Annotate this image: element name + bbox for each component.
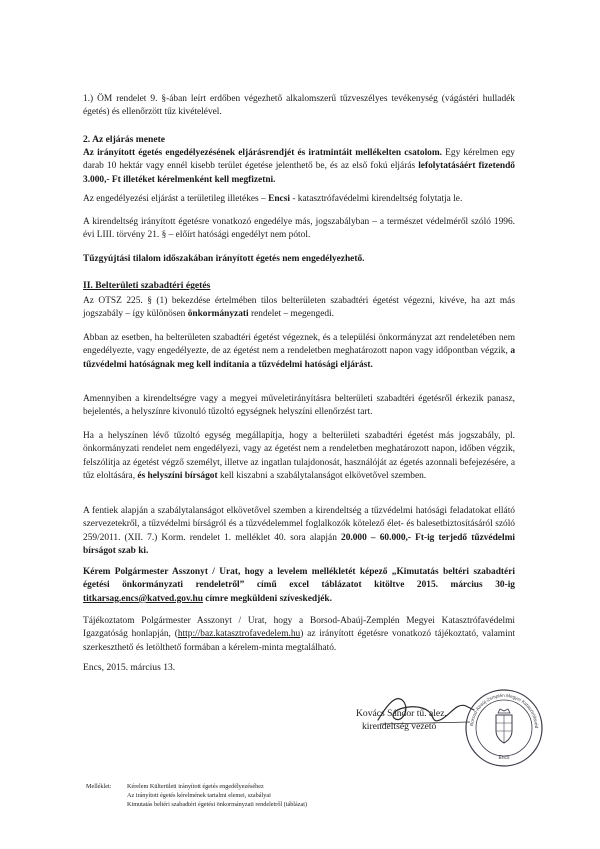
stamp-place: Encs [498, 755, 510, 761]
website-paragraph [83, 615, 515, 655]
signatory-name: Kovács Sándor tű. alez. [356, 708, 447, 719]
authority-name: Encsi [268, 194, 290, 204]
otsz-text-b: rendelet – megengedi. [248, 309, 335, 320]
complaint-paragraph [83, 393, 515, 420]
request-text-a: Kérem Polgármester Asszonyt / Urat, hogy a levelem mellékletét képező „Kimutatás beltéri szabadtéri égetési önkormányzati rendeletről” című excel táblázatot kitöltve 2015. március 30-ig [83, 567, 515, 591]
fine-text: A fentiek alapján a szabálytalanságot elkövetővel szemben a kirendeltség a tűzvédelmi hatósági feladatokat ellátó szervezetekről, a tűzvédelmi bírságról és a tűzvédelemmel foglalkozók kötelező élet- és balesetbiztosításáról szóló 259/2011. (XII. 7.) Korm. rendelet 1. melléklet 40. sora alapján [83, 506, 515, 543]
onsite-text-a: Ha a helyszínen lévő tűzoltó egység megállapítja, hogy a belterületi szabadtéri égetést más jogszabály, pl. önkormányzati rendelet nem engedélyezi, vagy az égetést nem a rendeletben meghatározott napon, időben végzik, felszólítja az égetést végző személyt, illetve az ingatlan tulajdonosát, használóját az égetés azonnali befejezésére, a tűz eloltására, [83, 431, 515, 482]
stamp-text: Borsod-Abaúj-Zemplén Megyei Katasztrófavéd [469, 692, 540, 729]
fire-ban-statement: Tűzgyújtási tilalom időszakában irányított égetés nem engedélyezhető. [83, 254, 365, 264]
authority-text-a: Az engedélyezési eljárást a területileg illetékes – [83, 194, 269, 204]
procedure-start-paragraph [83, 332, 515, 372]
otsz-paragraph [83, 295, 515, 322]
exception-text: 1.) ÖM rendelet 9. §-ában leírt erdőben végezhető alkalomszerű tűzveszélyes tevékenység (vágástéri hulladék égetés) és ellenőrzött tűz kivételével. [83, 94, 515, 118]
authority-paragraph [83, 193, 515, 206]
list-item [86, 782, 406, 791]
section-2-heading: 2. Az eljárás menete [83, 134, 166, 145]
signatory-title: kirendeltség vezető [362, 721, 437, 732]
enclosure-list [86, 782, 406, 809]
procedure-text: Egy kérelmen egy darab 10 hektár vagy ennél kisebb terület égetése jelenthető be, és az első fokú eljárás [83, 148, 515, 172]
fine-amount: 20.000 – 60.000,- Ft-ig terjedő tűzvédelmi bírságot szab ki. [83, 532, 515, 557]
request-paragraph [83, 566, 515, 606]
signature-block [356, 707, 496, 733]
enclosure-label: Melléklet: [86, 783, 112, 790]
enclosure-item: Kérelem Külterületi irányított égetés engedélyezéséhez [127, 783, 264, 790]
onsite-paragraph [83, 430, 515, 484]
enclosure-item: Az irányított égetés kérelmének tartalmi elemei, szabályai [127, 792, 271, 799]
procedure-bold-lead: Az irányított égetés engedélyezésének eljárásrendjét és iratmintáit mellékelten csatolom. [83, 148, 443, 158]
otsz-text-a: Az OTSZ 225. § (1) bekezdése értelmében tilos belterületen szabadtéri égetést végezni, kivéve, ha azt más jogszabály – így különösen [83, 296, 515, 320]
procedure-paragraph [83, 147, 515, 187]
complaint-text: Amennyiben a kirendeltségre vagy a megyei műveletirányításra belterületi szabadtéri égetésről érkezik panasz, bejelentés, a helyszínre kivonuló tűzoltó egységnek helyszíni ellenőrzést tart. [83, 394, 515, 418]
ban-paragraph [83, 253, 515, 266]
procedure-start-bold: a tűzvédelmi hatóságnak meg kell indítania a tűzvédelmi hatósági eljárást. [83, 346, 515, 370]
onsite-text-b: kell kiszabni a szabálytalanságot elkövetővel szemben. [217, 471, 427, 482]
permit-paragraph [83, 216, 515, 243]
permit-text: A kirendeltség irányított égetésre vonatkozó engedélye más, jogszabályban – a természet védelméről szóló 1996. évi LIII. törvény 21. § – előírt hatósági engedélyt nem pótol. [83, 217, 515, 241]
section-ii-heading: II. Belterületi szabadtéri égetés [83, 280, 211, 291]
date-line: Encs, 2015. március 13. [83, 662, 176, 673]
website-link[interactable]: http://baz.katasztrofavedelem.hu [177, 629, 301, 640]
intro-paragraph [83, 93, 515, 120]
list-item [86, 791, 406, 800]
procedure-start-text: Abban az esetben, ha belterületen szabadtéri égetést végeznek, és a települési önkormányzat azt rendeletében nem engedélyezte, vagy engedélyezte, de az égetést nem a rendeletben meghatározott napon vagy időpontban végzik, [83, 333, 515, 357]
website-text-b: ) az irányított égetésre vonatkozó tájékoztató, valamint szerkeszthető és letölthető formában a kérelem-minta megtalálható. [83, 629, 515, 653]
onsite-fine: és helyszíni bírságot [137, 471, 218, 482]
request-text-b: címre megküldeni szíveskedjék. [202, 593, 332, 604]
list-item [86, 800, 406, 809]
enclosure-item: Kimutatás beltéri szabadtéri égetési önkormányzati rendeletről (táblázat) [127, 801, 308, 808]
authority-text-b: - katasztrófavédelmi kirendeltség folytatja le. [289, 194, 463, 204]
otsz-bold: önkormányzati [187, 309, 249, 320]
email-link[interactable]: titkarsag.encs@katved.gov.hu [83, 593, 203, 604]
fee-statement: lefolytatásáért fizetendő 3.000,- Ft illetéket kérelmenként kell megfizetni. [83, 161, 515, 185]
website-text-a: Tájékoztatom Polgármester Asszonyt / Urat, hogy a Borsod-Abaúj-Zemplén Megyei Katasztrófavédelmi Igazgatóság honlapján, ( [83, 616, 515, 640]
fine-paragraph [83, 505, 515, 559]
